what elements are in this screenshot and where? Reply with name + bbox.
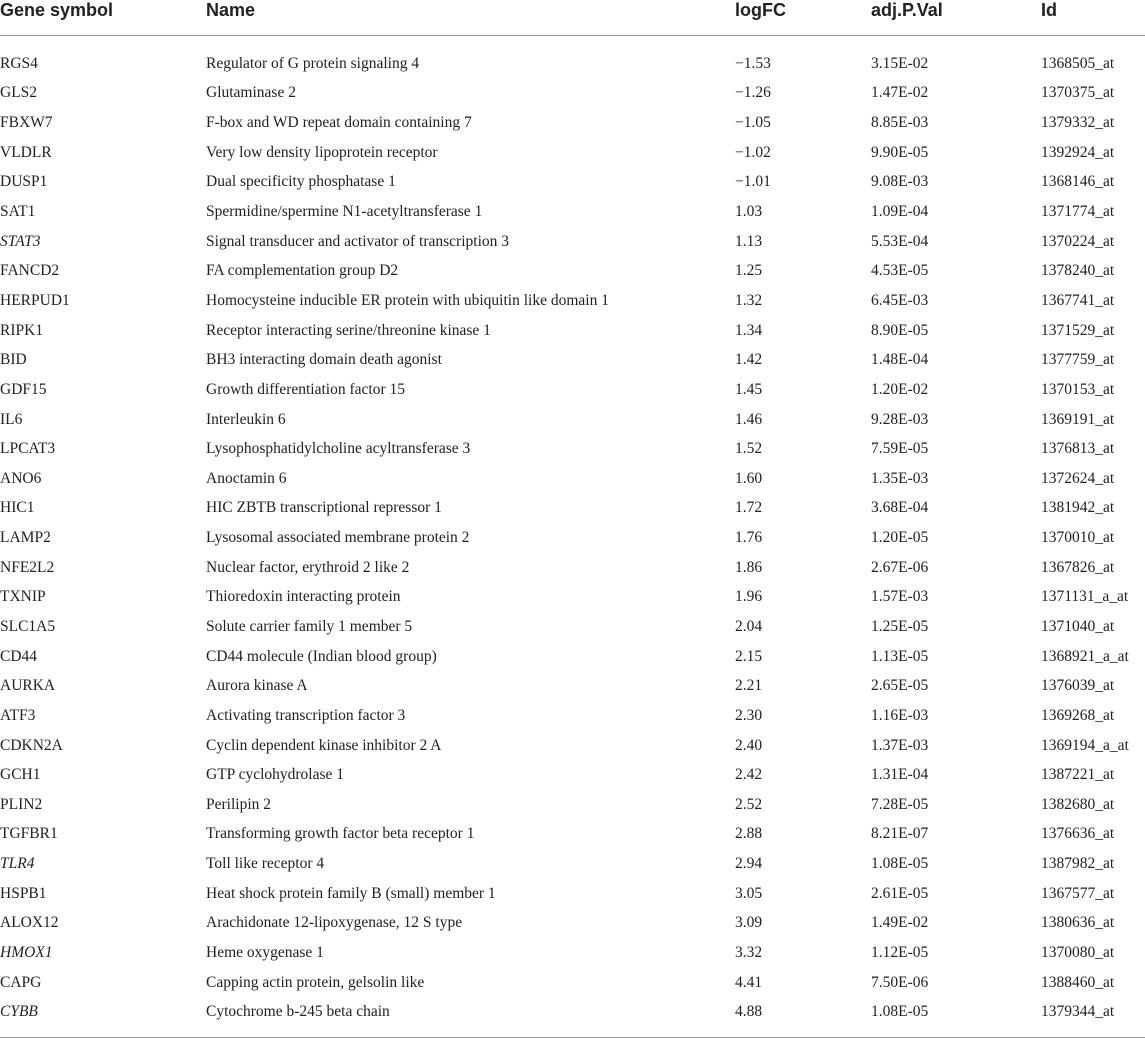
cell-probe-id: 1367741_at xyxy=(1041,291,1115,309)
table-row xyxy=(0,879,1145,909)
cell-gene-symbol: BID xyxy=(0,351,27,369)
cell-gene-name: BH3 interacting domain death agonist xyxy=(206,351,442,369)
cell-gene-name: Transforming growth factor beta receptor 1 xyxy=(206,825,475,843)
cell-gene-symbol: AURKA xyxy=(0,677,56,695)
cell-probe-id: 1371529_at xyxy=(1041,321,1115,339)
cell-probe-id: 1387982_at xyxy=(1041,855,1115,873)
cell-logfc: 1.42 xyxy=(735,351,763,369)
table-row xyxy=(0,731,1145,761)
cell-probe-id: 1370010_at xyxy=(1041,529,1115,547)
cell-probe-id: 1392924_at xyxy=(1041,143,1115,161)
table-row xyxy=(0,256,1145,286)
cell-adj-p-val: 1.16E-03 xyxy=(871,706,929,724)
table-row xyxy=(0,968,1145,998)
cell-probe-id: 1368921_a_at xyxy=(1041,647,1129,665)
table-row xyxy=(0,168,1145,198)
cell-adj-p-val: 1.47E-02 xyxy=(871,84,929,102)
cell-gene-name: Anoctamin 6 xyxy=(206,469,287,487)
cell-gene-symbol: ATF3 xyxy=(0,706,36,724)
cell-gene-symbol: NFE2L2 xyxy=(0,558,55,576)
cell-gene-name: Heat shock protein family B (small) member 1 xyxy=(206,884,496,902)
table-row xyxy=(0,612,1145,642)
cell-logfc: 3.05 xyxy=(735,884,763,902)
cell-gene-symbol: PLIN2 xyxy=(0,795,43,813)
cell-adj-p-val: 9.28E-03 xyxy=(871,410,929,428)
cell-logfc: 2.15 xyxy=(735,647,763,665)
cell-gene-name: Homocysteine inducible ER protein with ubiquitin like domain 1 xyxy=(206,291,609,309)
cell-probe-id: 1371040_at xyxy=(1041,617,1115,635)
cell-gene-name: Activating transcription factor 3 xyxy=(206,706,406,724)
cell-gene-symbol: STAT3 xyxy=(0,232,41,250)
cell-gene-name: HIC ZBTB transcriptional repressor 1 xyxy=(206,499,442,517)
cell-adj-p-val: 1.25E-05 xyxy=(871,617,929,635)
cell-gene-name: Solute carrier family 1 member 5 xyxy=(206,617,413,635)
cell-adj-p-val: 7.59E-05 xyxy=(871,440,929,458)
cell-probe-id: 1367577_at xyxy=(1041,884,1115,902)
cell-gene-symbol: CAPG xyxy=(0,973,42,991)
cell-gene-name: F-box and WD repeat domain containing 7 xyxy=(206,114,472,132)
header-gene-symbol: Gene symbol xyxy=(0,0,206,36)
cell-logfc: 1.13 xyxy=(735,232,763,250)
cell-gene-name: Dual specificity phosphatase 1 xyxy=(206,173,396,191)
header-adj-p-val: adj.P.Val xyxy=(871,0,1041,36)
table-row xyxy=(0,375,1145,405)
cell-gene-symbol: CDKN2A xyxy=(0,736,63,754)
cell-probe-id: 1369268_at xyxy=(1041,706,1115,724)
cell-gene-symbol: CYBB xyxy=(0,1003,38,1021)
cell-gene-name: GTP cyclohydrolase 1 xyxy=(206,766,345,784)
cell-gene-symbol: IL6 xyxy=(0,410,23,428)
cell-logfc: 1.72 xyxy=(735,499,763,517)
cell-gene-name: Toll like receptor 4 xyxy=(206,855,325,873)
header-logfc: logFC xyxy=(735,0,871,36)
cell-gene-symbol: FANCD2 xyxy=(0,262,60,280)
cell-logfc: −1.26 xyxy=(735,84,771,102)
cell-logfc: 1.60 xyxy=(735,469,763,487)
cell-gene-name: Cyclin dependent kinase inhibitor 2 A xyxy=(206,736,442,754)
cell-adj-p-val: 1.57E-03 xyxy=(871,588,929,606)
cell-logfc: 2.30 xyxy=(735,706,763,724)
cell-probe-id: 1380636_at xyxy=(1041,914,1115,932)
cell-gene-name: Growth differentiation factor 15 xyxy=(206,380,405,398)
cell-probe-id: 1370080_at xyxy=(1041,944,1115,962)
table-row xyxy=(0,227,1145,257)
cell-logfc: 1.34 xyxy=(735,321,763,339)
table-row xyxy=(0,494,1145,524)
cell-probe-id: 1370224_at xyxy=(1041,232,1115,250)
cell-adj-p-val: 1.37E-03 xyxy=(871,736,929,754)
cell-gene-symbol: LAMP2 xyxy=(0,529,51,547)
cell-gene-symbol: RGS4 xyxy=(0,54,38,72)
cell-gene-name: FA complementation group D2 xyxy=(206,262,399,280)
cell-probe-id: 1371131_a_at xyxy=(1041,588,1129,606)
cell-probe-id: 1388460_at xyxy=(1041,973,1115,991)
cell-gene-symbol: LPCAT3 xyxy=(0,440,56,458)
cell-gene-name: Interleukin 6 xyxy=(206,410,286,428)
cell-gene-symbol: HERPUD1 xyxy=(0,291,70,309)
cell-adj-p-val: 7.50E-06 xyxy=(871,973,929,991)
cell-gene-name: Capping actin protein, gelsolin like xyxy=(206,973,425,991)
table-row xyxy=(0,583,1145,613)
cell-adj-p-val: 6.45E-03 xyxy=(871,291,929,309)
table-row xyxy=(0,938,1145,968)
table-row xyxy=(0,434,1145,464)
cell-probe-id: 1376813_at xyxy=(1041,440,1115,458)
table-row xyxy=(0,345,1145,375)
cell-logfc: −1.53 xyxy=(735,54,771,72)
table-bottom-rule xyxy=(0,1027,1145,1038)
table-row xyxy=(0,79,1145,109)
table-row xyxy=(0,760,1145,790)
cell-gene-symbol: GDF15 xyxy=(0,380,47,398)
cell-gene-symbol: TGFBR1 xyxy=(0,825,58,843)
cell-adj-p-val: 9.90E-05 xyxy=(871,143,929,161)
cell-probe-id: 1379332_at xyxy=(1041,114,1115,132)
cell-gene-symbol: SLC1A5 xyxy=(0,617,56,635)
cell-adj-p-val: 8.85E-03 xyxy=(871,114,929,132)
cell-gene-symbol: GCH1 xyxy=(0,766,41,784)
cell-probe-id: 1367826_at xyxy=(1041,558,1115,576)
cell-logfc: −1.02 xyxy=(735,143,771,161)
cell-gene-symbol: FBXW7 xyxy=(0,114,53,132)
table-row xyxy=(0,138,1145,168)
table-row xyxy=(0,849,1145,879)
cell-gene-symbol: ALOX12 xyxy=(0,914,59,932)
table-header-row xyxy=(0,0,1145,36)
cell-adj-p-val: 3.68E-04 xyxy=(871,499,929,517)
cell-probe-id: 1379344_at xyxy=(1041,1003,1115,1021)
cell-adj-p-val: 2.65E-05 xyxy=(871,677,929,695)
table-row xyxy=(0,108,1145,138)
cell-logfc: 1.03 xyxy=(735,203,763,221)
cell-probe-id: 1368505_at xyxy=(1041,54,1115,72)
cell-probe-id: 1368146_at xyxy=(1041,173,1115,191)
cell-logfc: 1.76 xyxy=(735,529,763,547)
cell-gene-name: Perilipin 2 xyxy=(206,795,272,813)
cell-logfc: 2.52 xyxy=(735,795,763,813)
cell-probe-id: 1378240_at xyxy=(1041,262,1115,280)
cell-gene-symbol: DUSP1 xyxy=(0,173,48,191)
cell-adj-p-val: 7.28E-05 xyxy=(871,795,929,813)
cell-probe-id: 1372624_at xyxy=(1041,469,1115,487)
cell-gene-name: Receptor interacting serine/threonine kinase 1 xyxy=(206,321,491,339)
cell-gene-name: Spermidine/spermine N1-acetyltransferase 1 xyxy=(206,203,483,221)
cell-gene-symbol: CD44 xyxy=(0,647,38,665)
table-row xyxy=(0,49,1145,79)
cell-gene-name: Aurora kinase A xyxy=(206,677,308,695)
cell-logfc: 2.88 xyxy=(735,825,763,843)
table-row xyxy=(0,701,1145,731)
table-row xyxy=(0,523,1145,553)
cell-logfc: 3.32 xyxy=(735,944,763,962)
cell-logfc: 1.45 xyxy=(735,380,763,398)
cell-adj-p-val: 1.20E-02 xyxy=(871,380,929,398)
cell-probe-id: 1382680_at xyxy=(1041,795,1115,813)
cell-logfc: 1.86 xyxy=(735,558,763,576)
cell-probe-id: 1371774_at xyxy=(1041,203,1115,221)
cell-adj-p-val: 1.48E-04 xyxy=(871,351,929,369)
cell-gene-name: Lysosomal associated membrane protein 2 xyxy=(206,529,470,547)
cell-adj-p-val: 3.15E-02 xyxy=(871,54,929,72)
cell-gene-symbol: ANO6 xyxy=(0,469,42,487)
cell-adj-p-val: 1.12E-05 xyxy=(871,944,929,962)
cell-logfc: 4.41 xyxy=(735,973,763,991)
cell-probe-id: 1381942_at xyxy=(1041,499,1115,517)
cell-adj-p-val: 9.08E-03 xyxy=(871,173,929,191)
cell-adj-p-val: 2.61E-05 xyxy=(871,884,929,902)
cell-probe-id: 1370153_at xyxy=(1041,380,1115,398)
cell-adj-p-val: 1.35E-03 xyxy=(871,469,929,487)
cell-gene-symbol: TLR4 xyxy=(0,855,35,873)
cell-logfc: 2.94 xyxy=(735,855,763,873)
cell-gene-symbol: HSPB1 xyxy=(0,884,47,902)
cell-logfc: 4.88 xyxy=(735,1003,763,1021)
table-row xyxy=(0,286,1145,316)
cell-logfc: 2.40 xyxy=(735,736,763,754)
table-row xyxy=(0,464,1145,494)
table-row xyxy=(0,671,1145,701)
cell-gene-name: Very low density lipoprotein receptor xyxy=(206,143,438,161)
cell-gene-symbol: TXNIP xyxy=(0,588,46,606)
table-row xyxy=(0,316,1145,346)
cell-logfc: 2.21 xyxy=(735,677,763,695)
table-row xyxy=(0,405,1145,435)
cell-gene-name: Signal transducer and activator of transcription 3 xyxy=(206,232,510,250)
cell-adj-p-val: 8.90E-05 xyxy=(871,321,929,339)
cell-gene-name: Cytochrome b-245 beta chain xyxy=(206,1003,390,1021)
cell-adj-p-val: 1.20E-05 xyxy=(871,529,929,547)
cell-adj-p-val: 1.08E-05 xyxy=(871,855,929,873)
table-body xyxy=(0,36,1145,1028)
cell-gene-name: Nuclear factor, erythroid 2 like 2 xyxy=(206,558,410,576)
cell-probe-id: 1376636_at xyxy=(1041,825,1115,843)
cell-gene-symbol: HIC1 xyxy=(0,499,35,517)
cell-logfc: 1.25 xyxy=(735,262,763,280)
cell-logfc: −1.05 xyxy=(735,114,771,132)
cell-gene-name: Heme oxygenase 1 xyxy=(206,944,324,962)
table-row xyxy=(0,790,1145,820)
cell-adj-p-val: 5.53E-04 xyxy=(871,232,929,250)
cell-adj-p-val: 1.08E-05 xyxy=(871,1003,929,1021)
cell-adj-p-val: 1.49E-02 xyxy=(871,914,929,932)
cell-probe-id: 1370375_at xyxy=(1041,84,1115,102)
table-row xyxy=(0,553,1145,583)
header-name: Name xyxy=(206,0,735,36)
cell-logfc: 3.09 xyxy=(735,914,763,932)
header-spacer xyxy=(0,36,1145,50)
cell-gene-name: Lysophosphatidylcholine acyltransferase 3 xyxy=(206,440,471,458)
table-row xyxy=(0,909,1145,939)
cell-probe-id: 1376039_at xyxy=(1041,677,1115,695)
table-row xyxy=(0,642,1145,672)
cell-logfc: 1.96 xyxy=(735,588,763,606)
cell-gene-symbol: RIPK1 xyxy=(0,321,44,339)
cell-gene-name: Glutaminase 2 xyxy=(206,84,296,102)
header-id: Id xyxy=(1041,0,1145,36)
cell-gene-symbol: GLS2 xyxy=(0,84,38,102)
cell-gene-name: CD44 molecule (Indian blood group) xyxy=(206,647,437,665)
cell-gene-symbol: HMOX1 xyxy=(0,944,53,962)
cell-gene-name: Arachidonate 12-lipoxygenase, 12 S type xyxy=(206,914,463,932)
table-row xyxy=(0,197,1145,227)
cell-logfc: 2.04 xyxy=(735,617,763,635)
cell-gene-name: Thioredoxin interacting protein xyxy=(206,588,401,606)
cell-adj-p-val: 1.31E-04 xyxy=(871,766,929,784)
cell-gene-name: Regulator of G protein signaling 4 xyxy=(206,54,420,72)
cell-adj-p-val: 2.67E-06 xyxy=(871,558,929,576)
cell-logfc: 2.42 xyxy=(735,766,763,784)
cell-gene-symbol: SAT1 xyxy=(0,203,36,221)
table-row xyxy=(0,998,1145,1028)
cell-adj-p-val: 1.13E-05 xyxy=(871,647,929,665)
cell-logfc: 1.46 xyxy=(735,410,763,428)
cell-probe-id: 1369191_at xyxy=(1041,410,1115,428)
cell-logfc: 1.32 xyxy=(735,291,763,309)
table-row xyxy=(0,820,1145,850)
cell-probe-id: 1377759_at xyxy=(1041,351,1115,369)
cell-gene-symbol: VLDLR xyxy=(0,143,52,161)
cell-adj-p-val: 8.21E-07 xyxy=(871,825,929,843)
cell-adj-p-val: 1.09E-04 xyxy=(871,203,929,221)
cell-logfc: −1.01 xyxy=(735,173,771,191)
cell-adj-p-val: 4.53E-05 xyxy=(871,262,929,280)
cell-probe-id: 1369194_a_at xyxy=(1041,736,1129,754)
cell-logfc: 1.52 xyxy=(735,440,763,458)
cell-probe-id: 1387221_at xyxy=(1041,766,1115,784)
